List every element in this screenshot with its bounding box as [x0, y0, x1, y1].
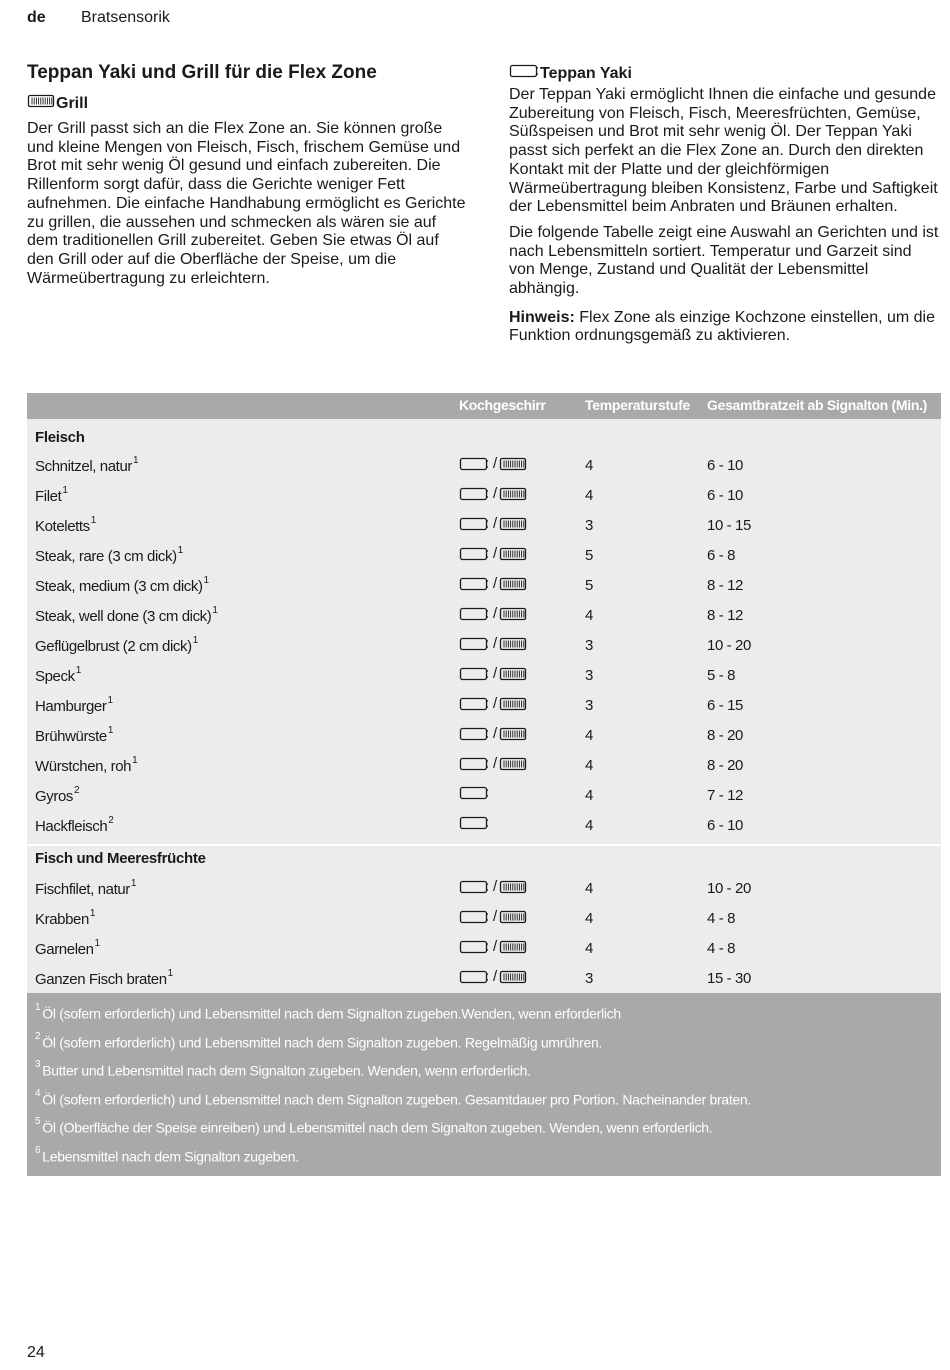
teppan-yaki-icon	[459, 785, 489, 801]
footnote-ref: 1	[90, 515, 96, 526]
dish-name: Krabben	[35, 911, 89, 928]
temperature-level: 4	[585, 457, 593, 474]
dish-name: Speck	[35, 668, 75, 685]
temperature-level: 4	[585, 817, 593, 834]
grill-plate-icon	[499, 456, 527, 472]
slash-separator: /	[493, 605, 497, 622]
cookware-icons	[459, 815, 489, 831]
table-row	[27, 933, 941, 963]
teppan-yaki-icon	[459, 606, 489, 622]
footnote-ref: 1	[94, 938, 100, 949]
footnote-ref: 1	[107, 695, 113, 706]
group-title: Fleisch	[35, 429, 85, 446]
dish-name: Geflügelbrust (2 cm dick)	[35, 638, 192, 655]
cookware-icons	[459, 755, 527, 772]
cookware-icons	[459, 695, 527, 712]
teppan-yaki-icon	[459, 756, 489, 772]
table-footnotes	[27, 993, 941, 1176]
temperature-level: 4	[585, 757, 593, 774]
cooking-time: 15 - 30	[707, 970, 751, 987]
table-row	[27, 810, 941, 840]
slash-separator: /	[493, 725, 497, 742]
dish-name: Garnelen	[35, 941, 94, 958]
cookware-icons	[459, 908, 527, 925]
slash-separator: /	[493, 635, 497, 652]
table-row	[27, 540, 941, 570]
group-title: Fisch und Meeresfrüchte	[35, 850, 206, 867]
cookware-icons	[459, 545, 527, 562]
table-row	[27, 600, 941, 630]
header-section: Bratsensorik	[81, 9, 170, 26]
footnote	[35, 1026, 941, 1055]
teppan-yaki-icon	[459, 636, 489, 652]
dish-name-cell	[35, 817, 113, 835]
footnote	[35, 1111, 941, 1140]
grill-plate-icon	[499, 939, 527, 955]
footnote-ref: 1	[89, 908, 96, 919]
temperature-level: 3	[585, 637, 593, 654]
slash-separator: /	[493, 515, 497, 532]
dish-name-cell	[35, 607, 218, 625]
cooking-time: 8 - 12	[707, 577, 743, 594]
table-row	[27, 963, 941, 993]
cookware-icons	[459, 635, 527, 652]
table-row	[27, 873, 941, 903]
dish-name: Schnitzel, natur	[35, 458, 132, 475]
table-row	[27, 510, 941, 540]
header-language: de	[27, 9, 46, 26]
cookware-icons	[459, 878, 527, 895]
dish-name: Steak, rare (3 cm dick)	[35, 548, 177, 565]
cooking-time: 4 - 8	[707, 910, 736, 927]
dish-name-cell	[35, 667, 81, 685]
footnote-ref: 1	[133, 455, 139, 466]
teppan-heading	[509, 63, 941, 85]
footnote-ref: 1	[107, 725, 114, 736]
grill-plate-icon	[499, 516, 527, 532]
teppan-yaki-icon	[509, 63, 540, 85]
footnote-text: Öl (sofern erforderlich) und Lebensmittel nach dem Signalton zugeben. Regelmäßig umrühren.	[42, 1034, 603, 1051]
temperature-level: 4	[585, 607, 593, 624]
table-row	[27, 690, 941, 720]
slash-separator: /	[493, 485, 497, 502]
page-title: Teppan Yaki und Grill für die Flex Zone	[27, 62, 377, 83]
grill-plate-icon	[499, 606, 527, 622]
hint-paragraph	[509, 309, 941, 346]
cooking-time: 6 - 15	[707, 697, 743, 714]
cooking-time: 8 - 20	[707, 727, 743, 744]
grill-plate-icon	[27, 93, 56, 115]
dish-name-cell	[35, 880, 136, 898]
cookware-icons	[459, 968, 527, 985]
dish-name-cell	[35, 757, 137, 775]
footnote	[35, 1140, 941, 1169]
table-row	[27, 480, 941, 510]
teppan-yaki-icon	[459, 516, 489, 532]
cookware-icons	[459, 785, 489, 801]
dish-name-cell	[35, 457, 138, 475]
dish-name: Fischfilet, natur	[35, 881, 130, 898]
dish-name-cell	[35, 727, 113, 745]
dish-name: Steak, medium (3 cm dick)	[35, 578, 203, 595]
cookware-icons	[459, 665, 527, 682]
cooking-time: 10 - 20	[707, 880, 751, 897]
teppan-yaki-icon	[459, 909, 489, 925]
cooking-time: 10 - 20	[707, 637, 751, 654]
grill-plate-icon	[27, 93, 55, 109]
dish-name: Steak, well done (3 cm dick)	[35, 608, 212, 625]
dish-name: Ganzen Fisch braten	[35, 971, 167, 988]
table-row	[27, 750, 941, 780]
footnote	[35, 997, 941, 1026]
footnote-text: Öl (Oberfläche der Speise einreiben) und Lebensmittel nach dem Signalton zugeben. Wenden, wenn erforderlich.	[42, 1120, 713, 1137]
table-intro: Die folgende Tabelle zeigt eine Auswahl an Gerichten und ist nach Lebensmitteln sortiert. Temperatur und Garzeit sind von Menge, Zustand und Qualität der Lebensmittel abhängig.	[509, 223, 939, 298]
table-header	[27, 393, 941, 419]
footnote-text: Lebensmittel nach dem Signalton zugeben.	[42, 1148, 299, 1165]
footnote-ref: 1	[130, 878, 137, 889]
grill-heading-label: Grill	[56, 95, 89, 112]
grill-plate-icon	[499, 756, 527, 772]
grill-plate-icon	[499, 879, 527, 895]
footnote-ref: 1	[203, 575, 209, 586]
footnote-ref: 1	[132, 755, 138, 766]
slash-separator: /	[493, 665, 497, 682]
footnote-ref: 1	[75, 665, 81, 676]
teppan-yaki-icon	[459, 666, 489, 682]
cookware-icons	[459, 725, 527, 742]
dish-name: Brühwürste	[35, 728, 107, 745]
temperature-level: 5	[585, 577, 593, 594]
header-time: Gesamtbratzeit ab Signalton (Min.)	[707, 397, 928, 413]
temperature-level: 3	[585, 517, 593, 534]
table-row	[27, 720, 941, 750]
footnote-number: 6	[35, 1144, 41, 1156]
dish-name-cell	[35, 547, 183, 565]
slash-separator: /	[493, 755, 497, 772]
temperature-level: 4	[585, 487, 593, 504]
footnote-number: 5	[35, 1116, 41, 1128]
page-number: 24	[27, 1344, 45, 1361]
grill-plate-icon	[499, 546, 527, 562]
dish-name-cell	[35, 487, 68, 505]
footnote-number: 1	[35, 1002, 41, 1013]
grill-plate-icon	[499, 636, 527, 652]
teppan-yaki-icon	[459, 969, 489, 985]
grill-plate-icon	[499, 486, 527, 502]
cooking-time: 8 - 20	[707, 757, 743, 774]
dish-name: Gyros	[35, 788, 74, 805]
dish-name-cell	[35, 697, 113, 715]
footnote-ref: 2	[74, 785, 80, 796]
teppan-yaki-icon	[459, 726, 489, 742]
grill-heading	[27, 93, 467, 115]
slash-separator: /	[493, 575, 497, 592]
hint-text: Flex Zone als einzige Kochzone einstellen, um die Funktion ordnungsgemäß zu aktivieren.	[509, 308, 935, 345]
cookware-icons	[459, 605, 527, 622]
teppan-yaki-icon	[459, 576, 489, 592]
teppan-yaki-icon	[459, 939, 489, 955]
temperature-level: 3	[585, 667, 593, 684]
footnote-number: 2	[35, 1030, 41, 1042]
teppan-yaki-icon	[459, 486, 489, 502]
temperature-level: 3	[585, 970, 593, 987]
dish-name-cell	[35, 787, 79, 805]
dish-name-cell	[35, 940, 100, 958]
dish-name: Hamburger	[35, 698, 107, 715]
footnote-ref: 1	[212, 605, 218, 616]
slash-separator: /	[493, 968, 497, 985]
footnote-ref: 1	[177, 545, 183, 556]
teppan-yaki-icon	[459, 456, 489, 472]
footnote-number: 4	[35, 1087, 41, 1099]
grill-description: Der Grill passt sich an die Flex Zone an. Sie können große und kleine Mengen von Fleisch, Fisch, frischem Gemüse und Brot mit sehr wenig Öl gesund und einfach zubereiten. Die Rillenform sorgt dafür, dass die Gerichte weniger Fett aufnehmen. Die einfache Handhabung ermöglicht es Gerichte zu grillen, die aussehen und schmecken als wären sie auf dem traditionellen Grill zubereitet. Geben Sie etwas Öl auf den Grill oder auf die Oberfläche der Speise, um die Wärmeübertragung zu erleichtern.	[27, 120, 466, 287]
dish-name-cell	[35, 637, 198, 655]
cookware-icons	[459, 575, 527, 592]
slash-separator: /	[493, 455, 497, 472]
slash-separator: /	[493, 938, 497, 955]
grill-plate-icon	[499, 666, 527, 682]
table-row	[27, 630, 941, 660]
footnote	[35, 1083, 941, 1112]
left-column	[27, 61, 467, 295]
temperature-level: 4	[585, 940, 593, 957]
cooking-table	[27, 393, 941, 1176]
temperature-level: 4	[585, 910, 593, 927]
cookware-icons	[459, 515, 527, 532]
table-row	[27, 570, 941, 600]
cooking-time: 6 - 10	[707, 817, 743, 834]
header-cookware: Kochgeschirr	[459, 397, 546, 413]
temperature-level: 4	[585, 880, 593, 897]
dish-name: Filet	[35, 488, 62, 505]
right-column	[509, 61, 941, 353]
table-row	[27, 903, 941, 933]
teppan-yaki-icon	[459, 815, 489, 831]
cooking-time: 4 - 8	[707, 940, 736, 957]
teppan-heading-label: Teppan Yaki	[540, 65, 632, 82]
footnote-text: Öl (sofern erforderlich) und Lebensmittel nach dem Signalton zugeben.Wenden, wenn erforderlich	[42, 1005, 621, 1022]
grill-plate-icon	[499, 969, 527, 985]
cooking-time: 6 - 10	[707, 457, 743, 474]
teppan-yaki-icon	[459, 546, 489, 562]
slash-separator: /	[493, 908, 497, 925]
cooking-time: 6 - 8	[707, 547, 736, 564]
teppan-description: Der Teppan Yaki ermöglicht Ihnen die einfache und gesunde Zubereitung von Fleisch, Fisch, Meeresfrüchten, Gemüse, Süßspeisen und Brot mit sehr wenig Öl. Der Teppan Yaki passt sich perfekt an die Flex Zone an. Durch den direkten Kontakt mit der Platte und der gleichförmigen Wärmeübertragung bleiben Konsistenz, Farbe und Saftigkeit der Lebensmittel beim Anbraten und Bräunen erhalten.	[509, 86, 938, 216]
footnote-ref: 2	[108, 815, 114, 826]
grill-plate-icon	[499, 726, 527, 742]
grill-plate-icon	[499, 576, 527, 592]
temperature-level: 4	[585, 787, 593, 804]
teppan-yaki-icon	[459, 879, 489, 895]
table-row	[27, 780, 941, 810]
grill-plate-icon	[499, 696, 527, 712]
cooking-time: 8 - 12	[707, 607, 743, 624]
cooking-time: 7 - 12	[707, 787, 743, 804]
grill-plate-icon	[499, 909, 527, 925]
slash-separator: /	[493, 878, 497, 895]
teppan-yaki-icon	[459, 696, 489, 712]
cooking-time: 6 - 10	[707, 487, 743, 504]
footnote-text: Öl (sofern erforderlich) und Lebensmittel nach dem Signalton zugeben. Gesamtdauer pro Portion. Nacheinander braten.	[42, 1091, 751, 1108]
footnote-ref: 1	[192, 635, 198, 646]
dish-name-cell	[35, 517, 96, 535]
cooking-time: 10 - 15	[707, 517, 751, 534]
footnote-number: 3	[35, 1059, 41, 1071]
cooking-time: 5 - 8	[707, 667, 736, 684]
cookware-icons	[459, 455, 527, 472]
header-temperature: Temperaturstufe	[585, 397, 690, 413]
teppan-yaki-icon	[509, 63, 539, 79]
dish-name-cell	[35, 910, 95, 928]
dish-name: Würstchen, roh	[35, 758, 132, 775]
dish-name: Hackfleisch	[35, 818, 108, 835]
slash-separator: /	[493, 545, 497, 562]
slash-separator: /	[493, 695, 497, 712]
cookware-icons	[459, 938, 527, 955]
temperature-level: 3	[585, 697, 593, 714]
footnote-ref: 1	[167, 968, 173, 979]
dish-name-cell	[35, 970, 173, 988]
dish-name: Koteletts	[35, 518, 90, 535]
temperature-level: 4	[585, 727, 593, 744]
footnote	[35, 1054, 941, 1083]
temperature-level: 5	[585, 547, 593, 564]
table-row	[27, 660, 941, 690]
table-row	[27, 450, 941, 480]
footnote-text: Butter und Lebensmittel nach dem Signalton zugeben. Wenden, wenn erforderlich.	[42, 1062, 531, 1079]
dish-name-cell	[35, 577, 209, 595]
cookware-icons	[459, 485, 527, 502]
hint-label: Hinweis:	[509, 308, 575, 326]
table-body	[27, 419, 941, 993]
footnote-ref: 1	[62, 485, 68, 496]
